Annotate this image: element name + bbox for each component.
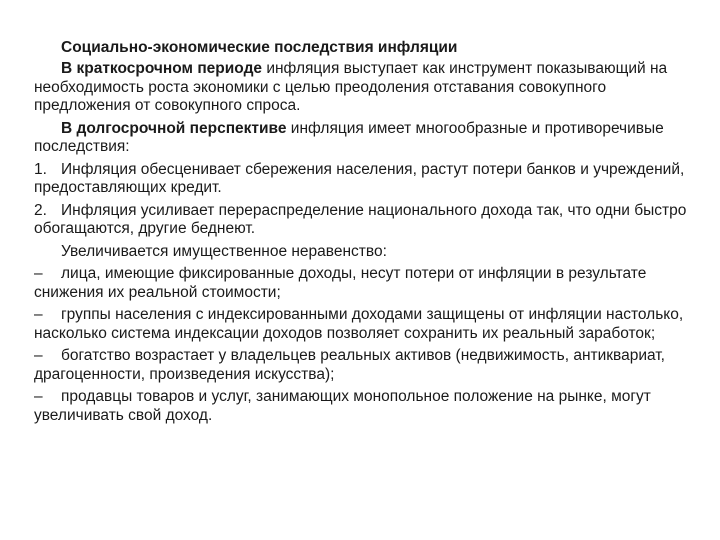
short-term-heading: В краткосрочном периоде — [61, 60, 263, 77]
dash-item — [34, 388, 688, 425]
dash-item — [34, 265, 688, 302]
long-term-text: инфляция имеет многообразные и противоречивые последствия: — [34, 119, 664, 155]
numbered-item — [34, 202, 688, 239]
dash-marker: – — [34, 388, 43, 405]
dash-marker: – — [34, 306, 43, 323]
page-title: Социально-экономические последствия инфляции — [61, 39, 458, 56]
dash-item — [34, 347, 688, 384]
short-term-text: инфляция выступает как инструмент показывающий на необходимость роста экономики с целью преодоления отставания совокупного предложения от совокупного спроса. — [34, 60, 668, 114]
dash-item — [34, 306, 688, 343]
long-term-paragraph — [34, 120, 688, 157]
list-item-text: лица, имеющие фиксированные доходы, несут потери от инфляции в результате снижения их реальной стоимости; — [34, 265, 647, 301]
list-number: 2. — [34, 201, 47, 219]
list-item-text: продавцы товаров и услуг, занимающих монопольное положение на рынке, могут увеличивать свой доход. — [34, 388, 651, 424]
short-term-paragraph — [34, 60, 688, 116]
dash-marker: – — [34, 347, 43, 364]
list-number: 1. — [34, 160, 47, 178]
list-item-text: Инфляция усиливает перераспределение национального дохода так, что одни быстро обогащаются, другие беднеют. — [34, 201, 687, 237]
list-item-text: группы населения с индексированными доходами защищены от инфляции настолько, насколько система индексации доходов позволяет сохранить их реальный заработок; — [34, 306, 684, 342]
inequality-heading: Увеличивается имущественное неравенство: — [61, 242, 387, 260]
dash-marker: – — [34, 265, 43, 282]
list-item-text: богатство возрастает у владельцев реальных активов (недвижимость, антиквариат, драгоценности, произведения искусства); — [34, 347, 665, 383]
list-item-text: Инфляция обесценивает сбережения населения, растут потери банков и учреждений, предоставляющих кредит. — [34, 160, 685, 196]
long-term-heading: В долгосрочной перспективе — [61, 119, 287, 137]
numbered-item — [34, 161, 688, 198]
